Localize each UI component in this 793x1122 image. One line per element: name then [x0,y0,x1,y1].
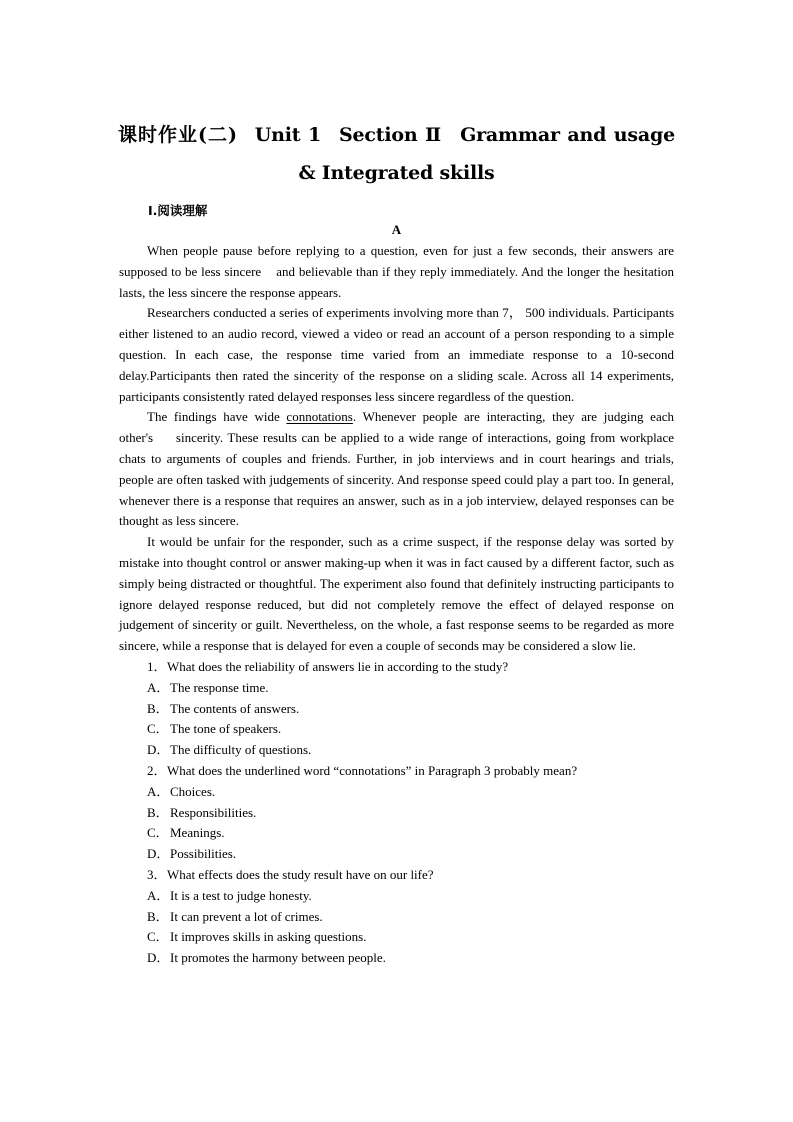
question-text: What does the underlined word “connotations” in Paragraph 3 probably mean? [167,762,578,778]
paragraph-4: It would be unfair for the responder, such as a crime suspect, if the response delay was sorted by mistake into thought control or answer making-up when it was in fact caused by a different factor, such as simply being distracted or thoughtful. The experiment also found that definitely instructing participants to ignore delayed response reduced, but did not completely remove the effect of delayed response on judgement of sincerity or guilt. Nevertheless, on the whole, a fast response seems to be regarded as more sincere, while a response that is delayed for even a couple of seconds may be considered a slow lie. [119,534,674,654]
question-text: What does the reliability of answers lie in according to the study? [167,658,509,674]
option-c [147,927,674,948]
option-a [147,886,674,907]
title-part-unit: Unit 1 [254,124,321,146]
question-number: 1． [147,658,167,674]
option-letter: A． [147,887,170,903]
option-letter: D． [147,950,170,966]
option-text: Responsibilities. [170,804,257,820]
option-letter: D． [147,846,170,862]
option-letter: A． [147,783,170,799]
question-2 [119,761,674,865]
option-letter: C． [147,825,169,841]
passage-body [119,241,674,969]
title-part-section: Section Ⅱ [339,124,443,146]
option-letter: C． [147,929,169,945]
option-letter: D． [147,742,170,758]
option-b [147,699,674,720]
question-number: 3． [147,866,167,882]
option-b [147,907,674,928]
passage-label: A [391,222,402,237]
option-letter: B． [147,908,169,924]
option-c [147,823,674,844]
section-heading: Ⅰ.阅读理解 [148,203,208,218]
option-letter: B． [147,700,169,716]
option-text: It promotes the harmony between people. [170,950,386,966]
page-title-line-2: & Integrated skills [298,162,495,184]
option-text: Choices. [170,783,216,799]
option-text: It is a test to judge honesty. [170,887,312,903]
paragraph-1: When people pause before replying to a question, even for just a few seconds, their answers are supposed to be less sincere and believable than if they reply immediately. And the longer the hesitation lasts, the less sincere the response appears. [119,243,674,300]
paragraph-3 [119,407,674,532]
question-3 [119,865,674,969]
option-d [147,740,674,761]
option-text: The contents of answers. [170,700,300,716]
question-stem [147,865,674,886]
question-1 [119,657,674,761]
option-text: It can prevent a lot of crimes. [170,908,323,924]
option-letter: A． [147,679,170,695]
underlined-word: connotations [286,409,353,425]
question-stem [147,761,674,782]
option-text: The response time. [170,679,269,695]
title-part-lesson: 课时作业(二) [118,124,237,146]
page-title-line-1 [118,120,675,147]
question-stem [147,657,674,678]
question-number: 2． [147,762,167,778]
paragraph-3-lead: The findings have wide [147,409,287,425]
option-text: The tone of speakers. [170,721,282,737]
option-letter: B． [147,804,169,820]
option-b [147,803,674,824]
option-text: The difficulty of questions. [170,742,312,758]
option-text: It improves skills in asking questions. [170,929,367,945]
option-letter: C． [147,721,169,737]
option-a [147,782,674,803]
option-a [147,678,674,699]
question-text: What effects does the study result have on our life? [167,866,434,882]
option-text: Possibilities. [170,846,237,862]
title-part-topic: Grammar and usage [460,124,676,146]
option-c [147,719,674,740]
paragraph-3-rest: . Whenever people are interacting, they are judging each other's sincerity. These results can be applied to a wide range of interactions, going from workplace chats to arguments of couples and friends. Further, in job interviews and in court hearings and trials, people are often tasked with judgements of sincerity. And response speed could play a part too. In general, whenever there is a response that requires an answer, such as in a job interview, delayed responses can be thought as less sincere. [119,409,674,529]
option-d [147,844,674,865]
option-d [147,948,674,969]
option-text: Meanings. [170,825,225,841]
paragraph-2: Researchers conducted a series of experiments involving more than 7， 500 individuals. Participants either listened to an audio record, viewed a video or read an account of a person responding to a simple question. In each case, the response time varied from an immediate response to a 10-second delay.Participants then rated the sincerity of the response on a sliding scale. Across all 14 experiments, participants consistently rated delayed responses less sincere regardless of the question. [119,305,674,404]
